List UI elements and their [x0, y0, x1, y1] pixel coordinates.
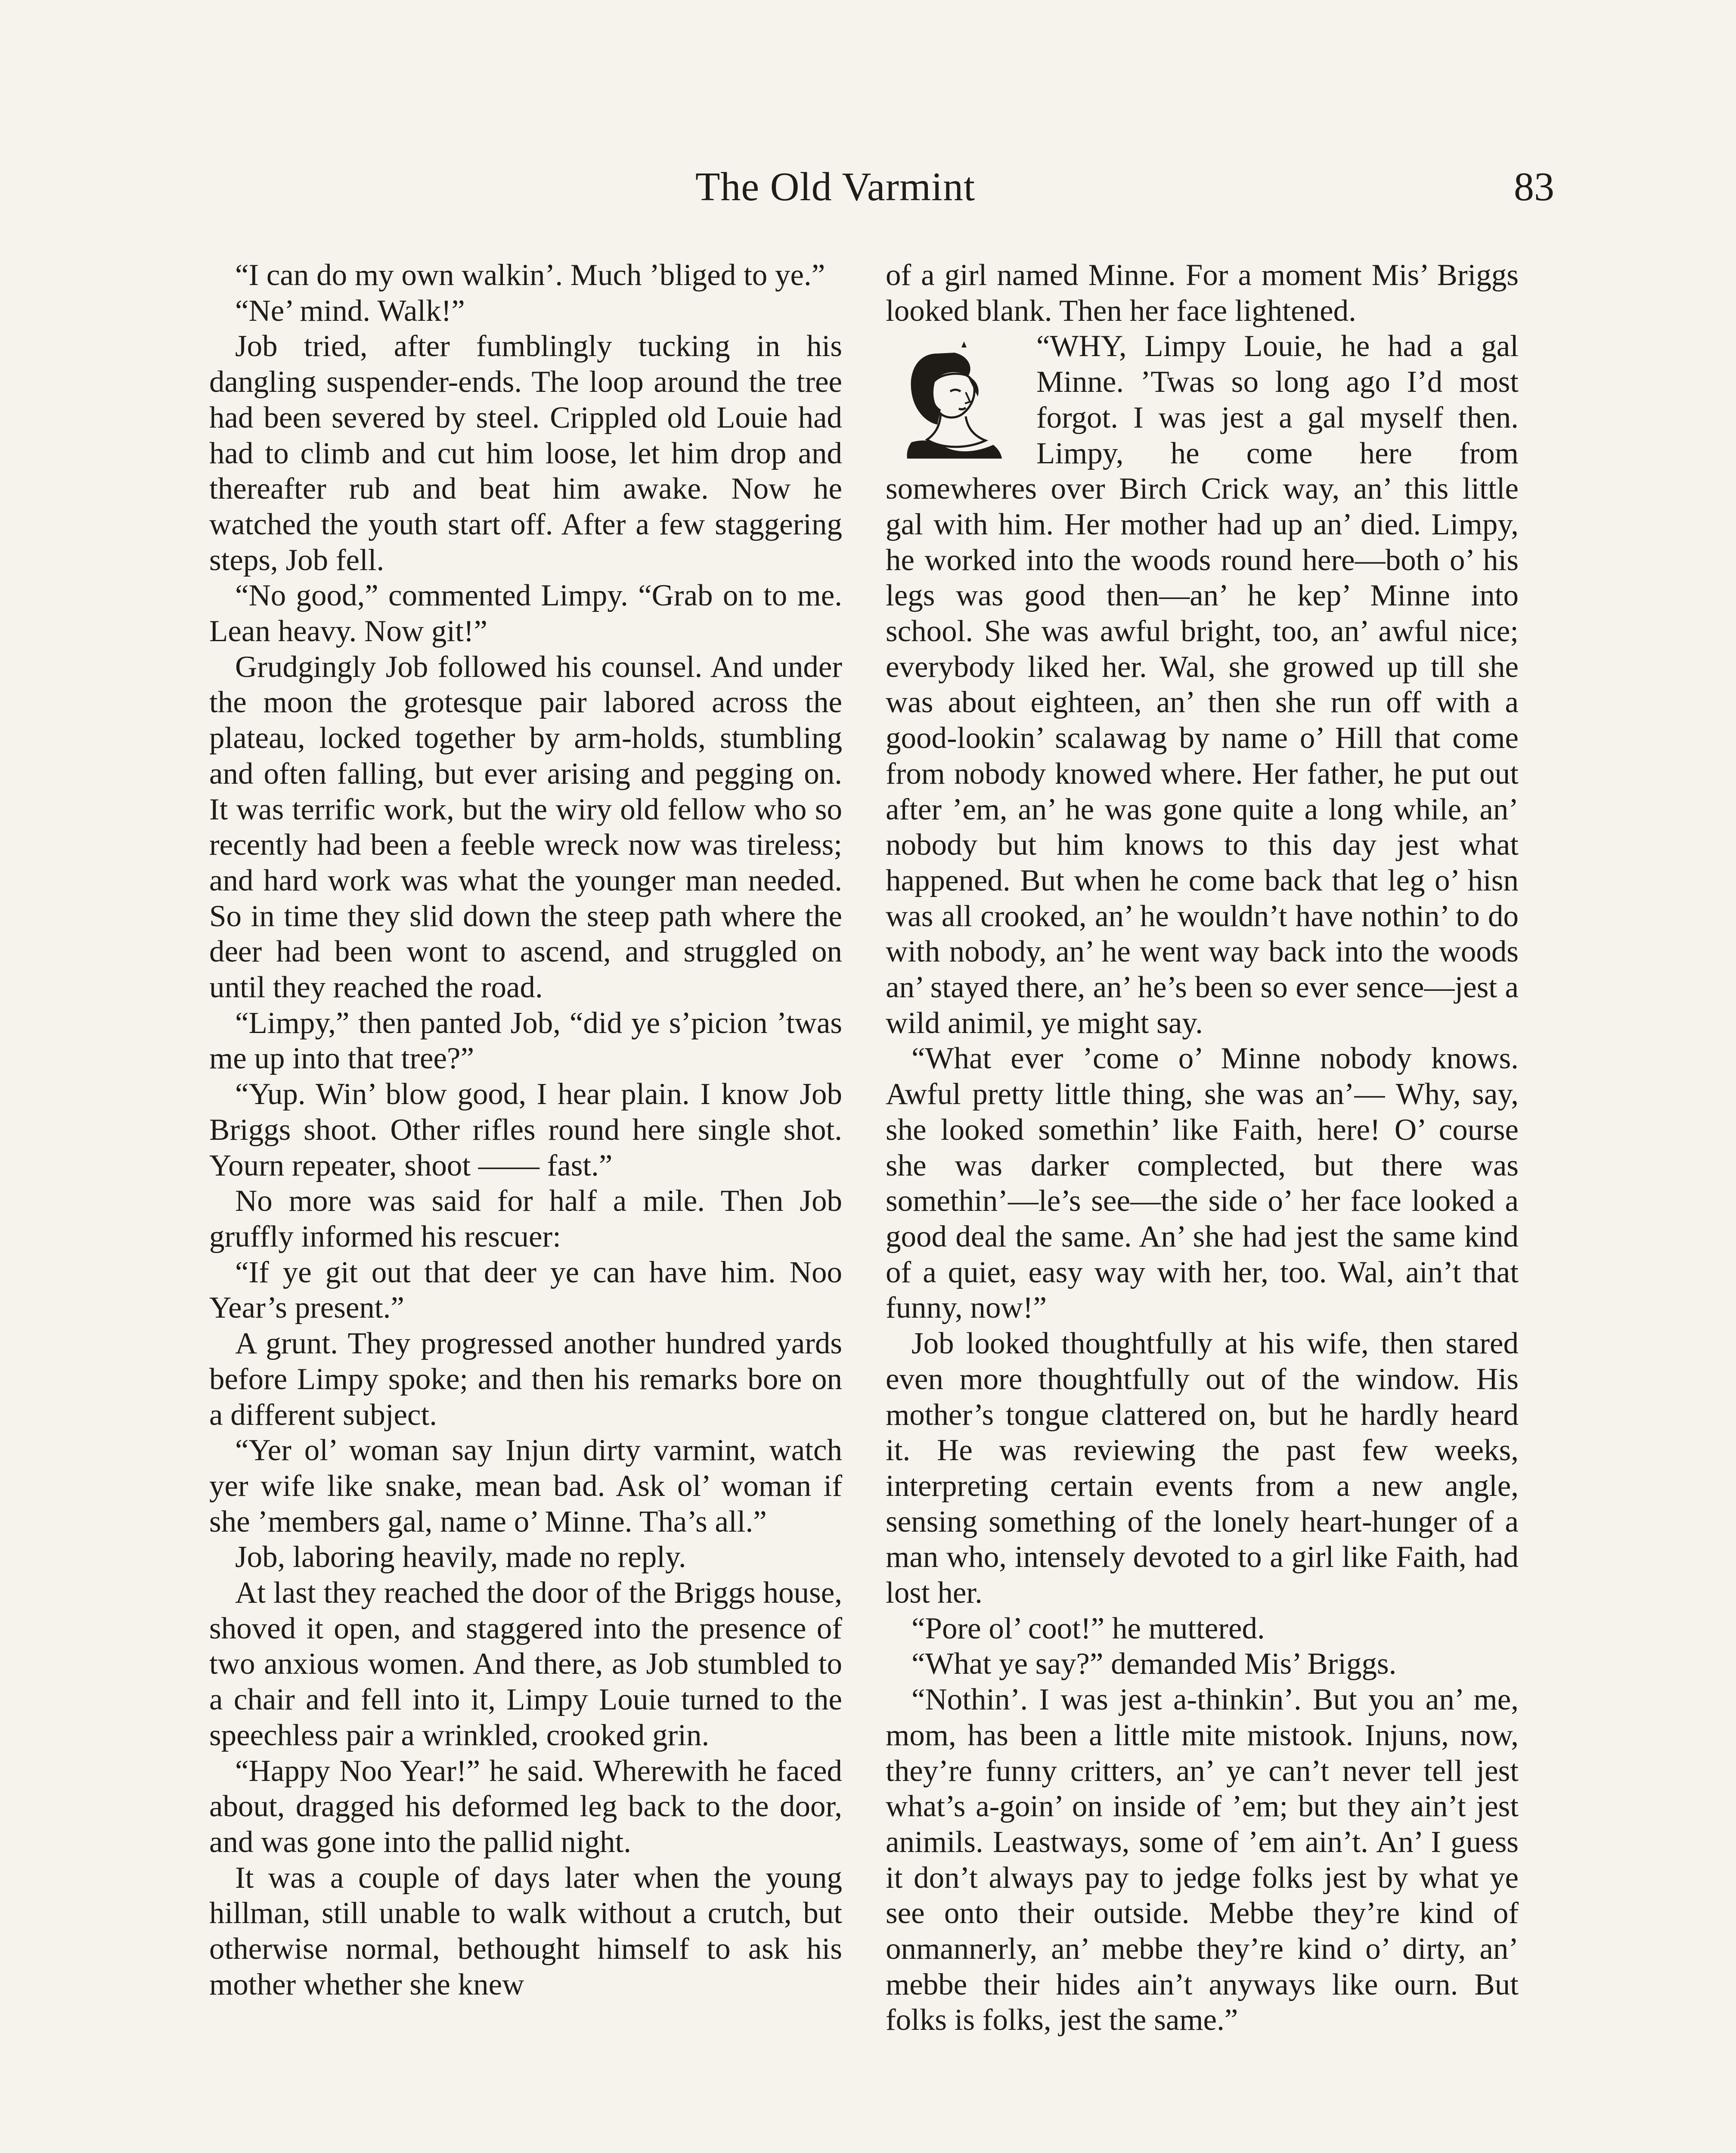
woman-portrait-vignette-icon — [886, 336, 1023, 465]
paragraph: Job looked thoughtfully at his wife, then stared even more thoughtfully out of the window. His mother’s tongue clattered on, but he hardly heard it. He was reviewing the past few weeks, interpreting certain events from a new angle, sensing something of the lonely heart-hunger of a man who, intensely devoted to a girl like Faith, had lost her. — [886, 1327, 1519, 1610]
paragraph: “What ever ’come o’ Minne nobody knows. Awful pretty little thing, she was an’— Why, say, she looked somethin’ like Faith, here! O’ course she was darker complected, but there was somethin’—le’s see—the side o’ her face looked a good deal the same. An’ she had jest the same kind of a quiet, easy way with her, too. Wal, ain’t that funny, now!” — [886, 1042, 1519, 1325]
paragraph: “Limpy,” then panted Job, “did ye s’picion ’twas me up into that tree?” — [209, 1006, 842, 1076]
paragraph: It was a couple of days later when the young hillman, still unable to walk without a crutch, but otherwise normal, bethought himself to ask his mother whether she knew — [209, 1861, 842, 2001]
paragraph: “If ye git out that deer ye can have him. Noo Year’s present.” — [209, 1255, 842, 1325]
paragraph: A grunt. They progressed another hundred yards before Limpy spoke; and then his remarks bore on a different subject. — [209, 1327, 842, 1432]
paragraph: Job tried, after fumblingly tucking in his dangling suspender-ends. The loop around the tree had been severed by steel. Crippled old Louie had had to climb and cut him loose, let him drop and thereafter rub and beat him awake. Now he watched the youth start off. After a few staggering steps, Job fell. — [209, 329, 842, 577]
paragraph: “What ye say?” demanded Mis’ Briggs. — [911, 1647, 1397, 1681]
paragraph: At last they reached the door of the Briggs house, shoved it open, and staggered into the presence of two anxious women. And there, as Job stumbled to a chair and fell into it, Limpy Louie turned to the speechless pair a wrinkled, crooked grin. — [209, 1576, 842, 1752]
paragraph: “Nothin’. I was jest a-thinkin’. But you an’ me, mom, has been a little mite mistook. Injuns, now, they’re funny critters, an’ ye can’t never tell jest what’s a-goin’ on inside of ’em; but they ain’t jest animils. Leastways, some of ’em ain’t. An’ I guess it don’t always pay to jedge folks jest by what ye see onto their outside. Mebbe they’re kind of onmannerly, an’ mebbe they’re kind o’ dirty, an’ mebbe their hides ain’t anyways like ourn. But folks is folks, jest the same.” — [886, 1683, 1519, 2037]
illustrated-paragraph: “WHY, Limpy Louie, he had a gal Minne. ’Twas so long ago I’d most forgot. I was jest a gal myself then. Limpy, he come here from somewheres over Birch Crick way, an’ this little gal with him. Her mother had up an’ died. Limpy, he worked into the woods round here—both o’ his legs was good then—an’ he kep’ Minne into school. She was awful bright, too, an’ awful nice; everybody liked her. Wal, she growed up till she was about eighteen, an’ then she run off with a good-lookin’ scalawag by name o’ Hill that come from nobody knowed where. Her father, he put out after ’em, an’ he was gone quite a long while, an’ nobody but him knows to this day jest what happened. But when he come back that leg o’ hisn was all crooked, an’ he wouldn’t have nothin’ to do with nobody, an’ he went way back into the woods an’ stayed there, an’ he’s been so ever sence—jest a wild animil, ye might say. — [886, 329, 1519, 1040]
paragraph: “No good,” commented Limpy. “Grab on to me. Lean heavy. Now git!” — [209, 579, 842, 648]
page-number: 83 — [1514, 164, 1554, 209]
paragraph: Grudgingly Job followed his counsel. And under the moon the grotesque pair labored across the plateau, locked together by arm-holds, stumbling and often falling, but ever arising and pegging on. It was terrific work, but the wiry old fellow who so recently had been a feeble wreck now was tireless; and hard work was what the younger man needed. So in time they slid down the steep path where the deer had been wont to ascend, and struggled on until they reached the road. — [209, 650, 842, 1005]
page-header — [646, 164, 1554, 233]
right-column — [886, 257, 1519, 2038]
paragraph: “Pore ol’ coot!” he muttered. — [911, 1611, 1265, 1645]
paragraph: No more was said for half a mile. Then Job gruffly informed his rescuer: — [209, 1184, 842, 1253]
paragraph: “Yer ol’ woman say Injun dirty varmint, watch yer wife like snake, mean bad. Ask ol’ woman if she ’members gal, name o’ Minne. Tha’s all.” — [209, 1433, 842, 1539]
continued-paragraph: of a girl named Minne. For a moment Mis’ Briggs looked blank. Then her face lightened. — [886, 258, 1519, 328]
paragraph: “Happy Noo Year!” he said. Wherewith he faced about, dragged his deformed leg back to the door, and was gone into the pallid night. — [209, 1754, 842, 1859]
paragraph: “Ne’ mind. Walk!” — [235, 294, 465, 328]
paragraph: Job, laboring heavily, made no reply. — [235, 1540, 686, 1574]
paragraph: “Yup. Win’ blow good, I hear plain. I know Job Briggs shoot. Other rifles round here single shot. Yourn repeater, shoot —— fast.” — [209, 1077, 842, 1182]
left-column — [209, 257, 842, 2002]
paragraph: “I can do my own walkin’. Much ’bliged to ye.” — [235, 258, 825, 292]
running-title: The Old Varmint — [695, 164, 976, 209]
